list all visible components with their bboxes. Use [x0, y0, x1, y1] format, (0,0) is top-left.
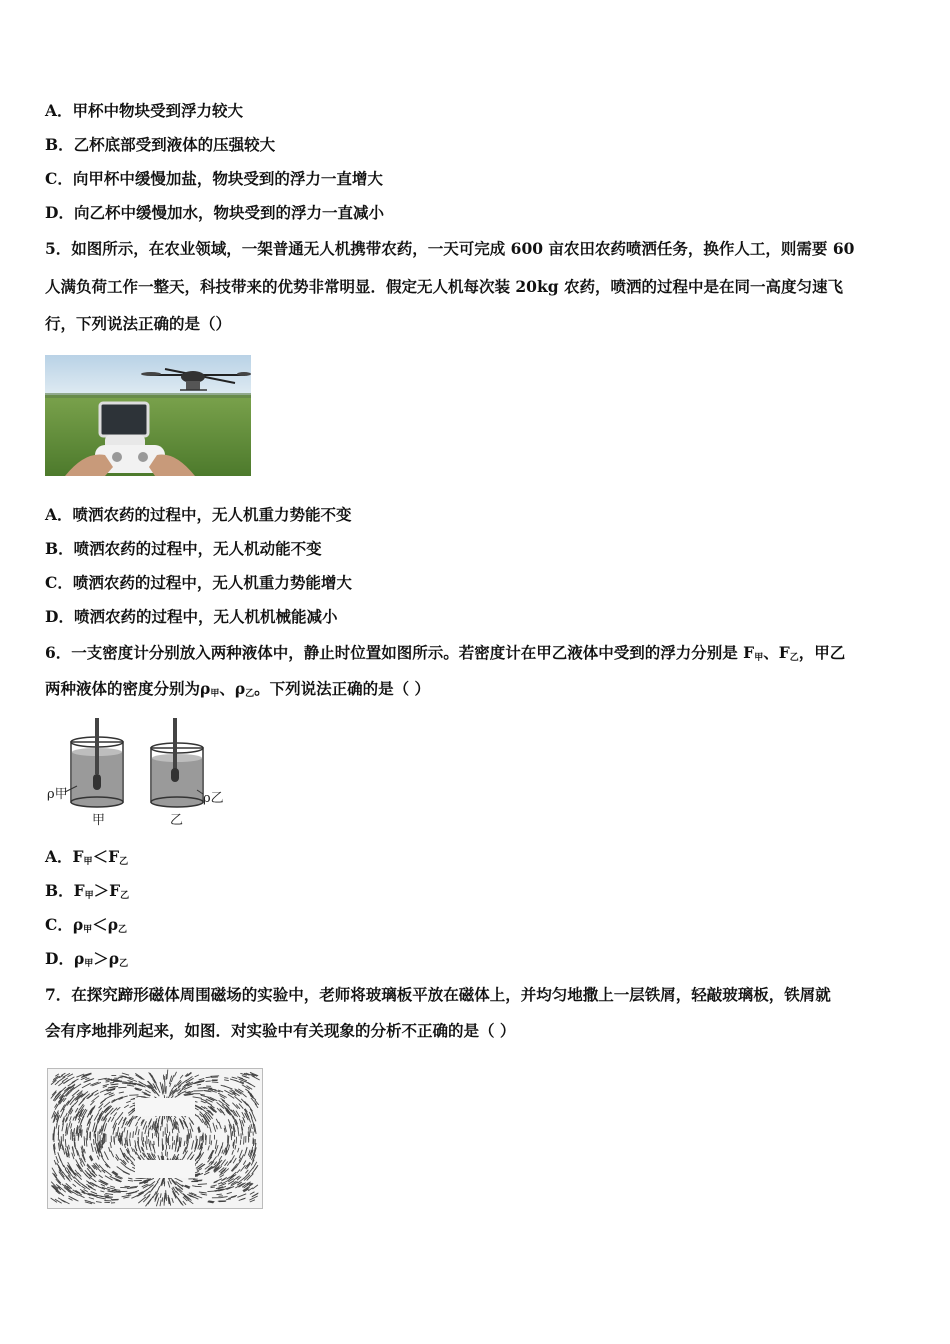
iron-filing: [119, 1133, 120, 1138]
q4-option-b: B．乙杯底部受到液体的压强较大: [45, 135, 276, 154]
q7-stem-line-2: 会有序地排列起来，如图．对实验中有关现象的分析不正确的是（ ）: [45, 1021, 516, 1040]
iron-filing: [166, 1194, 167, 1201]
q6-option-b: B．$F_甲>F_乙$: [45, 881, 130, 901]
iron-filing: [108, 1079, 112, 1080]
iron-filing: [61, 1136, 62, 1146]
magnet-pole-top: [135, 1098, 195, 1116]
iron-filing: [74, 1130, 75, 1134]
q5-stem-line-1: 5．如图所示，在农业领域，一架普通无人机携带农药，一天可完成 600 亩农田农药喷洒任务，换作人工，则需要 60: [45, 239, 855, 258]
iron-filing: [142, 1132, 143, 1141]
iron-filing: [75, 1142, 76, 1146]
iron-filing: [60, 1141, 61, 1147]
iron-filing: [167, 1152, 168, 1157]
q6-option-d: D．$\rho_甲>\rho_乙$: [45, 949, 129, 969]
iron-filing: [162, 1197, 163, 1201]
iron-filing: [217, 1194, 222, 1195]
iron-filing: [110, 1083, 114, 1084]
iron-filing: [212, 1082, 219, 1083]
iron-filing: [211, 1076, 220, 1077]
hydrometer-figure: [45, 718, 225, 830]
iron-filing: [81, 1130, 82, 1136]
iron-filing: [129, 1095, 138, 1096]
q5-stem-line-2: 人满负荷工作一整天，科技带来的优势非常明显．假定无人机每次装 20kg 农药，喷洒的过程中是在同一高度匀速飞: [45, 277, 843, 296]
q5-option-a: A．喷洒农药的过程中，无人机重力势能不变: [45, 505, 352, 524]
iron-filing: [87, 1131, 88, 1138]
q7-stem-line-1: 7．在探究蹄形磁体周围磁场的实验中，老师将玻璃板平放在磁体上，并均匀地撒上一层铁屑，轻敲玻璃板，铁屑就: [45, 985, 831, 1004]
q4-option-a: A．甲杯中物块受到浮力较大: [45, 101, 244, 120]
magnet-pole-bottom: [135, 1160, 195, 1178]
q5-option-b: B．喷洒农药的过程中，无人机动能不变: [45, 539, 322, 558]
iron-filing: [105, 1198, 112, 1199]
iron-filing: [94, 1131, 95, 1137]
magnet-filings-figure: [47, 1068, 263, 1209]
iron-filing: [94, 1139, 95, 1145]
iron-filing: [116, 1132, 117, 1137]
label-rho-yi: ρ乙: [203, 791, 224, 806]
iron-filing: [240, 1140, 241, 1145]
label-rho-jia: ρ甲: [47, 787, 68, 802]
iron-filing: [224, 1078, 228, 1079]
cup-right: [151, 718, 203, 807]
iron-filing: [118, 1087, 126, 1088]
iron-filing: [120, 1082, 127, 1083]
q6-stem-line-2: 两种液体的密度分别为$\rho_甲$、$\rho_乙$。下列说法正确的是（ ）: [45, 679, 431, 699]
iron-filing: [58, 1129, 59, 1135]
q4-option-c: C．向甲杯中缓慢加盐，物块受到的浮力一直增大: [45, 169, 383, 188]
iron-filing: [244, 1136, 245, 1144]
q5-stem-line-3: 行，下列说法正确的是（）: [45, 314, 232, 333]
iron-filing: [167, 1124, 168, 1134]
iron-filing: [232, 1131, 233, 1136]
q5-option-d: D．喷洒农药的过程中，无人机机械能减小: [45, 607, 338, 626]
q5-option-c: C．喷洒农药的过程中，无人机重力势能增大: [45, 573, 352, 592]
iron-filing: [130, 1132, 131, 1138]
tablet-icon: [100, 403, 148, 436]
label-cup-yi: 乙: [170, 813, 184, 828]
iron-filing: [255, 1139, 256, 1144]
drone-photo: [45, 355, 251, 476]
label-cup-jia: 甲: [92, 813, 106, 828]
iron-filing: [219, 1196, 223, 1197]
iron-filing: [84, 1136, 85, 1146]
iron-filing: [148, 1132, 149, 1137]
q6-option-c: C．$\rho_甲<\rho_乙$: [45, 915, 128, 935]
q4-option-d: D．向乙杯中缓慢加水，物块受到的浮力一直减小: [45, 203, 384, 222]
q6-stem-line-1: 6．一支密度计分别放入两种液体中，静止时位置如图所示。若密度计在甲乙液体中受到的浮力分别是 $F_甲$、$F_乙$，甲乙: [45, 643, 846, 663]
iron-filing: [118, 1077, 122, 1078]
iron-filing: [151, 1141, 152, 1146]
cup-left: [71, 718, 123, 807]
q6-option-a: A．$F_甲<F_乙$: [45, 847, 129, 867]
